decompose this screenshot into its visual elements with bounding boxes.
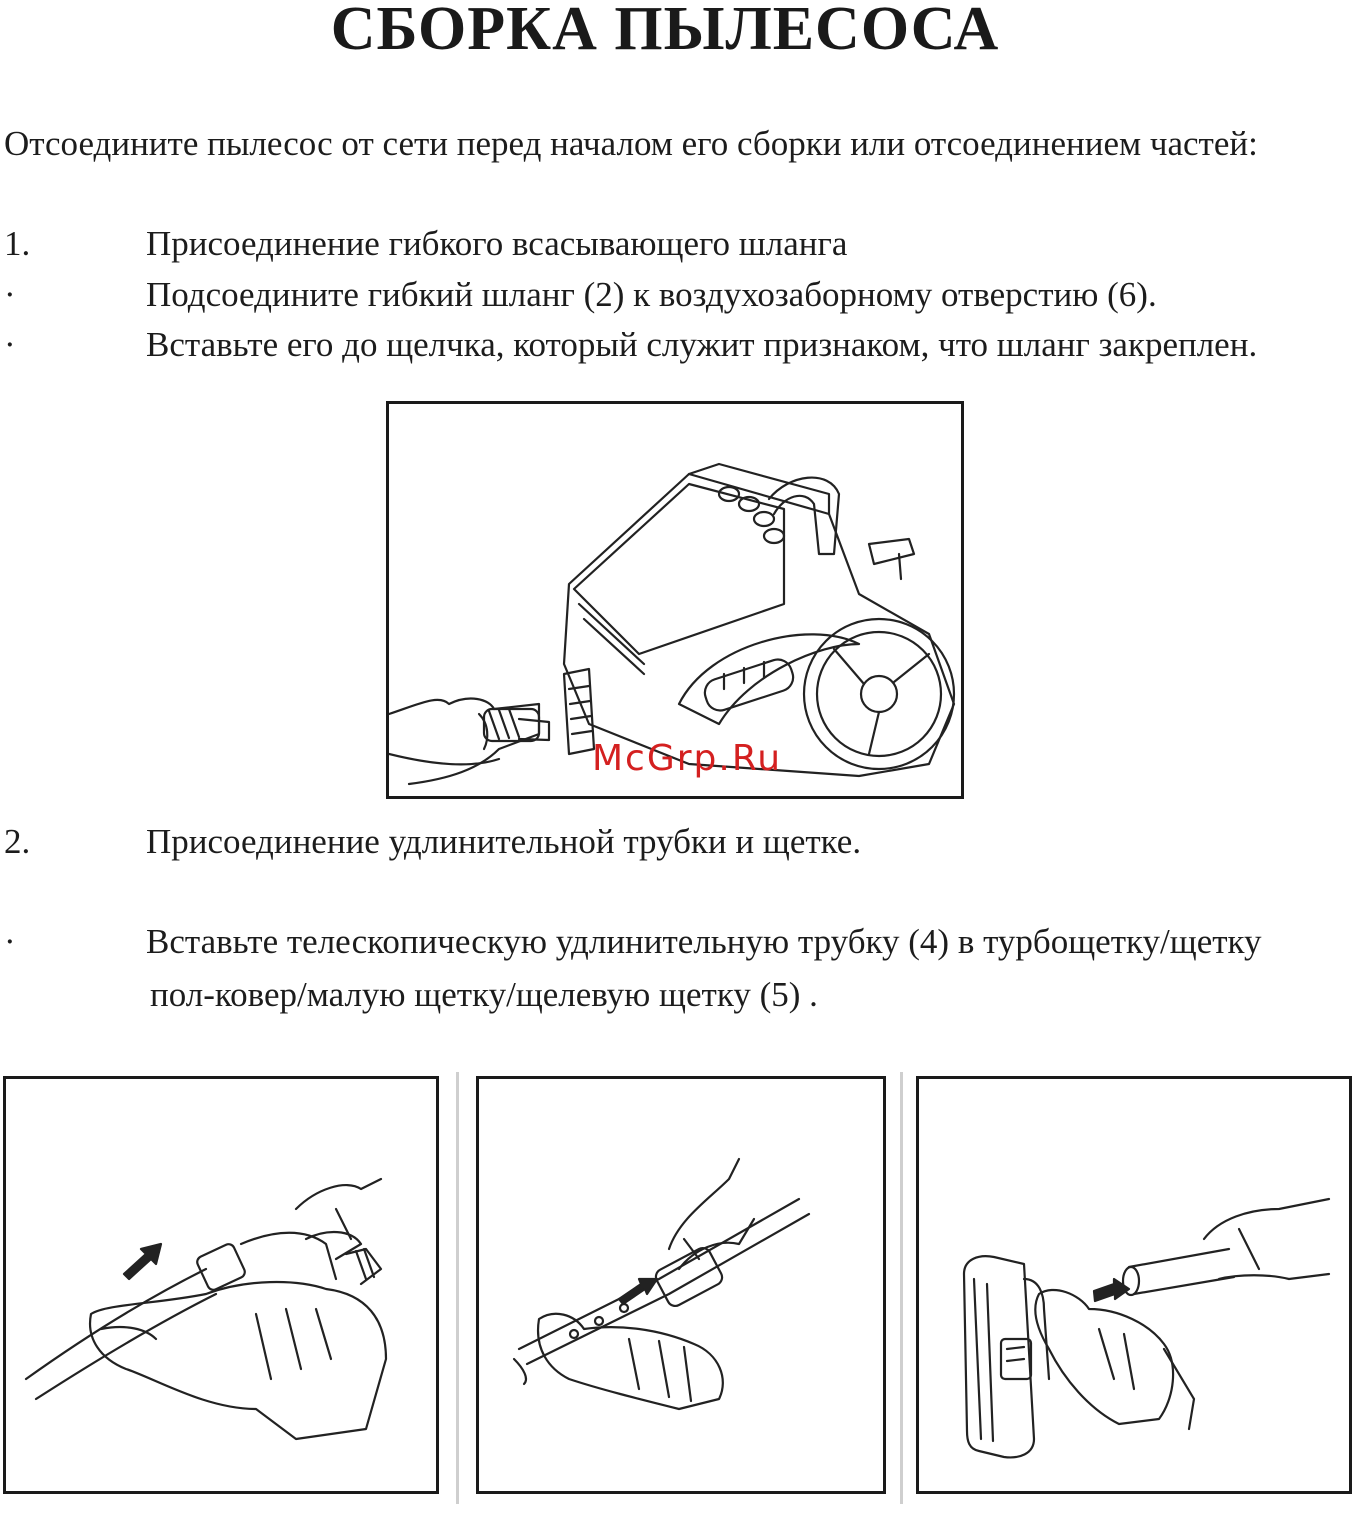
floor-brush-illustration	[916, 1076, 1352, 1494]
section2-bullet-line-2: пол-ковер/малую щетку/щелевую щетку (5) .	[150, 975, 818, 1014]
divider	[456, 1072, 459, 1504]
bullet-marker: ·	[4, 275, 16, 314]
intro-text: Отсоедините пылесос от сети перед началом его сборки или отсоединением частей:	[4, 124, 1258, 163]
bullet-marker: ·	[4, 325, 16, 364]
telescopic-tube-illustration	[476, 1076, 886, 1494]
divider	[900, 1072, 903, 1504]
section1-heading: Присоединение гибкого всасывающего шланга	[146, 224, 848, 263]
watermark: McGrp.Ru	[592, 738, 783, 779]
section2-number: 2.	[4, 822, 31, 861]
bullet-marker: ·	[4, 922, 16, 961]
section2-heading: Присоединение удлинительной трубки и щетке.	[146, 822, 862, 861]
section1-bullet-2: Вставьте его до щелчка, который служит признаком, что шланг закреплен.	[146, 325, 1258, 364]
tube-to-handle-illustration	[3, 1076, 439, 1494]
section1-bullet-1: Подсоедините гибкий шланг (2) к воздухозаборному отверстию (6).	[146, 275, 1157, 314]
section1-number: 1.	[4, 224, 31, 263]
page-title: СБОРКА ПЫЛЕСОСА	[330, 0, 1000, 63]
section2-bullet-line-1: Вставьте телескопическую удлинительную трубку (4) в турбощетку/щетку	[146, 922, 1262, 961]
